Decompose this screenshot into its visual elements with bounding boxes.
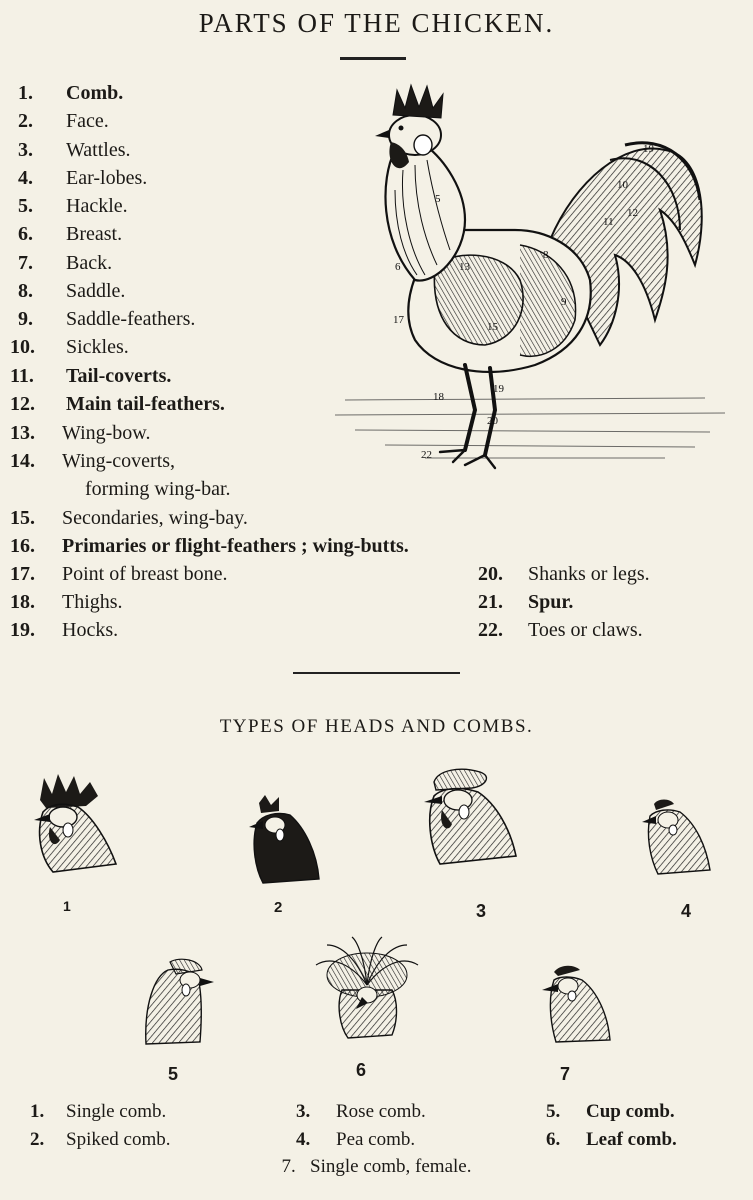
- head-number: 3: [476, 901, 487, 921]
- legend-item: 1. Single comb.: [30, 1101, 167, 1122]
- rooster-label: 6: [395, 261, 401, 273]
- head-number: 4: [681, 901, 692, 921]
- head-illustration-single-comb: [28, 772, 123, 877]
- legend-item: 2. Spiked comb.: [30, 1129, 171, 1150]
- rooster-label: 13: [459, 261, 470, 273]
- part14-continuation: forming wing-bar.: [85, 478, 231, 500]
- rooster-label: 11: [603, 216, 614, 228]
- rooster-illustration: [325, 80, 730, 470]
- rooster-label: 12: [627, 207, 638, 219]
- section-title: TYPES OF HEADS AND COMBS.: [219, 716, 534, 737]
- page-title: PARTS OF THE CHICKEN.: [198, 8, 555, 38]
- head-illustration-cup-comb: [140, 956, 215, 1046]
- head-illustration-rose-comb: [420, 766, 520, 866]
- head-illustration-pea-comb: [640, 796, 712, 876]
- head-number: 7: [560, 1064, 571, 1084]
- legend-item-female: 7. Single comb, female.: [281, 1156, 472, 1177]
- rooster-label: 19: [493, 383, 504, 395]
- rooster-label: 18: [433, 391, 444, 403]
- rooster-label: 15: [487, 321, 498, 333]
- rooster-label: 19: [643, 143, 654, 155]
- legend-item: 4. Pea comb.: [296, 1129, 416, 1150]
- rooster-label: 8: [543, 249, 549, 261]
- legend-item: 3. Rose comb.: [296, 1101, 426, 1122]
- head-illustration-single-comb-female: [540, 962, 612, 1044]
- head-number: 5: [168, 1064, 179, 1084]
- page: PARTS OF THE CHICKEN. 1. Comb. 2. Face. 3. Wattles. 4. Ear-lobes. 5. Hackle. 6. Breast. 7. Back. 8. Saddle. 9. Saddle-feathers. 10. Sickles. 11. Tail-coverts. 12. Main tail-feathers. 13. Wing-bow. 14. Wing-coverts, 15. Secondaries, wing-bay. 16. Primaries or flight-feathers ; wing-butts. 17. Point of breast bone. 18. Thighs. 19. Hocks. forming wing-bar. 20. Shanks or legs. 21. Spur. 22. Toes or claws. 19 10 11 12 5 8 9 13 15 6 17 18 19 20 22 TYPES OF HEADS AND COMBS. 1 2 3 4 5 6 7 1. Single comb. 2. Spiked comb. 3. Rose comb. 4. Pea comb. 5. Cup comb. 6. Leaf comb. 7. Single comb, female.: [0, 0, 753, 1200]
- head-number: 6: [356, 1060, 367, 1080]
- head-illustration-spiked-comb: [245, 793, 323, 885]
- rooster-label: 20: [487, 415, 498, 427]
- title-rule: [340, 57, 406, 60]
- head-number: 1: [63, 898, 71, 914]
- rooster-label: 9: [561, 296, 567, 308]
- rooster-label: 22: [421, 449, 432, 461]
- head-illustration-leaf-comb: [312, 935, 422, 1040]
- head-number: 2: [274, 899, 283, 916]
- rooster-label: 5: [435, 193, 441, 205]
- legend-item: 6. Leaf comb.: [546, 1129, 677, 1150]
- legend-item: 5. Cup comb.: [546, 1101, 675, 1122]
- rooster-label: 10: [617, 179, 628, 191]
- section-divider: [293, 672, 460, 674]
- rooster-label: 17: [393, 314, 404, 326]
